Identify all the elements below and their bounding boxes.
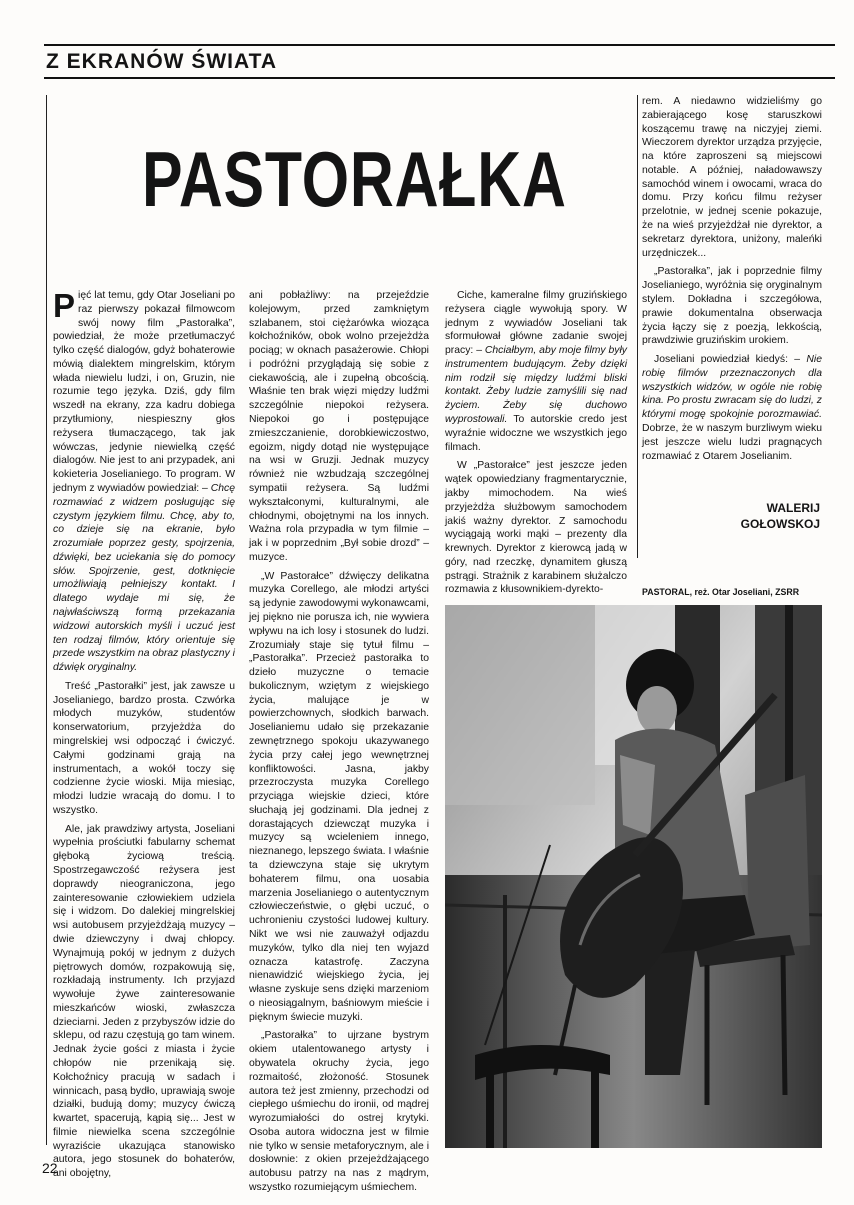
author-signature <box>640 500 820 532</box>
left-column-rule <box>46 95 47 1145</box>
column-2 <box>249 289 429 1200</box>
paragraph: „Pastorałka” to ujrzane bystrym okiem utalentowanego artysty i obywatela okruchy życia, jego rozmaitość, złożoność. Stosunek autora też jest zmienny, przechodzi od ciepłego uśmiechu do ironii, od mądrej wyrozumiałości do ostrej krytyki. Osoba autora widoczna jest w filmie nie tylko w sensie metaforycznym, ale i dosłownie: z okien przejeżdżającego autobusu patrzy na nas z mądrym, wszystko rozumiejącym uśmiechem. <box>249 1030 429 1193</box>
quote: Chcę rozmawiać z widzem posługując się czystym językiem filmu. Chcę, aby to, co dzieje się na ekranie, było zrozumiałe poprzez gesty, spojrzenia, dźwięki, bez uciekania się do pomocy słów. Spojrzenie, gest, dotknięcie umożliwiają pełniejszy kontakt. I dlatego wydaje mi się, że najwłaściwszą formą przekazania widzowi autorskich myśli i uczuć jest ten rodzaj filmów, który orientuje się przede wszystkim na obraz plastyczny i dźwięk oryginalny. <box>53 482 235 674</box>
article-title: PASTORAŁKA <box>142 135 567 223</box>
film-still-photo <box>445 605 822 1148</box>
right-column-rule <box>637 95 638 558</box>
header-rule <box>44 77 835 79</box>
text: Ciche, kameralne filmy gruzińskiego reżysera ciągle wywołują spory. W jednym z wywiadów Joseliani tak sformułował główne zadanie swojej pracy: – <box>445 290 627 357</box>
photo-caption: PASTORAL, reż. Otar Joseliani, ZSRR <box>642 587 800 597</box>
paragraph <box>445 289 627 454</box>
column-3 <box>445 289 627 602</box>
text: Dobrze, że w naszym burzliwym wieku jest jeszcze wielu ludzi pragnących rozmawiać z Otarem Joselianim. <box>642 422 822 462</box>
page-number: 22 <box>42 1160 58 1176</box>
top-rule <box>44 44 835 46</box>
text: To autorskie credo jest wyraźnie widoczne we wszystkich jego filmach. <box>445 414 627 453</box>
paragraph: rem. A niedawno widzieliśmy go zabierającego kosę staruszkowi koszącemu trawę na niczyjej ziemi. Wieczorem dyrektor urządza przyjęcie, na które zaproszeni są miejscowi notable. A później, naładowawszy samochód winem i owocami, wraca do domu. Przy końcu filmu reżyser przelotnie, w jednej scenie pokazuje, że na wieś przyjeżdżał nie dyrektor, a sekretarz dyrektora, uniżony, maleńki urzędniczek... <box>642 96 822 259</box>
column-1 <box>53 289 235 1186</box>
paragraph: „W Pastorałce” dźwięczy delikatna muzyka Corellego, ale młodzi artyści są jedynie zawodowymi wykonawcami, jej piękno nie porusza ich, nie wywiera wpływu na ich losy i stosunek do ludzi. Zrozumiały staje się tytuł filmu – „Pastorałka”. Przecież pastorałka to dzieło muzyczne o temacie bukolicznym, wziętym z wiejskiego życia, malujące je w powierzchownych, słodkich barwach. Joselianiemu udało się przekazanie zewnętrznego spokoju ukazywanego życia przy całej jego wewnętrznej konfliktowości. Jasna, jakby przezroczysta muzyka Corellego przyciąga wiejskie dzieci, które słuchają jej godzinami. Dla jednej z dorastających dziewcząt muzyka i muzycy są wcieleniem innego, nieznanego, lepszego świata. I właśnie ta dziewczyna staje się ukrytym bohaterem filmu, ona uosabia marzenia Joselianiego o autentycznym człowieczeństwie, o głębi uczuć, o uchronieniu czystości ludowej kultury. Nikt we wsi nie zauważył odjazdu muzyków, tylko dla niej ten wyjazd oznacza katastrofę. Zaczyna nienawidzić wiejskiego życia, jej własne zyskuje sens dzięki marzeniom o nieosiągalnym, baśniowym mieście i pięknym świecie muzyki. <box>249 570 429 1023</box>
author-last-name: GOŁOWSKOJ <box>740 517 820 532</box>
paragraph <box>642 353 822 463</box>
column-4 <box>642 95 822 468</box>
paragraph <box>53 289 235 675</box>
author-first-name: WALERIJ <box>766 501 820 515</box>
lead-text: ięć lat temu, gdy Otar Joseliani po raz pierwszy pokazał filmowcom swój nowy film „Pastorałka”, powiedział, że może przetłumaczyć tylko część dialogów, gdyż bohaterowie mówią dialektem mingrelskim, którym włada niewielu ludzi, i on, Gruzin, nie rozumie tego języka. Dziś, gdy film wszedł na ekrany, zza kadru dobiega przytłumiony, niespieszny głos reżysera tłumaczącego, tak jak wówczas, jedynie niewielką część dialogów. Nie jest to ani przypadek, ani kokieteria Joselianiego. To program. W jednym z wywiadów powiedział: – <box>53 290 235 494</box>
drop-cap: P <box>53 287 76 324</box>
section-header: Z EKRANÓW ŚWIATA <box>46 50 278 73</box>
text: Joseliani powiedział kiedyś: – <box>654 354 801 366</box>
paragraph: ani pobłażliwy: na przejeździe kolejowym, przed zamkniętym szlabanem, stoi ciężarówka wioząca kołchoźników, obok wolno przejeżdża pociąg; w oknach pasażerowie. Chłopi i podróżni przyglądają się sobie z ciekawością, ale i zupełną obcością. Właśnie ten brak więzi między ludźmi szczególnie niepokoi reżysera. Niepokoi go i postępujące zmieszczanienie, dorobkiewiczostwo, egoizm, nigdy dotąd nie występujące na wsi w Gruzji. Jednak muzycy również nie wzbudzają szczególnej sympatii reżysera. Są ludźmi wykształconymi, kulturalnymi, ale chłodnymi, obojętnymi na los innych. Ważna rola przypadła w tym filmie – jak i w poprzednim „Był sobie drozd” – muzyce. <box>249 290 429 563</box>
paragraph: Ale, jak prawdziwy artysta, Joseliani wypełnia prościutki fabularny schemat głęboką życiową treścią. Spostrzegawczość reżysera jest doprawdy nieograniczona, jego zainteresowanie człowiekiem udziela się i widzom. Do dalekiej mingrelskiej wsi autobusem przyjeżdżają muzycy – dwie dziewczyny i dwaj chłopcy. Wynajmują pokój w jednym z dużych piętrowych domów, rozpakowują się, rozkładają instrumenty. Ich przyjazd wywołuje żywe zainteresowanie mieszkańców wioski, zwłaszcza dzieciarni. Jeden z przybyszów idzie do sklepu, od razu częstują go tam winem. Jednak życie gości z miasta i życie chłopów nie przenikają się. Kołchoźnicy pracują w sadach i winnicach, pasą bydło, uprawiają swoje działki, budują domy; muzycy ćwiczą kwartet, spacerują, kąpią się... Jest w filmie niewielka scena szczególnie wyraziście ukazująca stanowisko autora, jego stosunek do bohaterów, ani obojętny, <box>53 823 235 1180</box>
paragraph: „Pastorałka”, jak i poprzednie filmy Joselianiego, wyróżnia się oryginalnym stylem. Dokładna i szczegółowa, prawie dokumentalna obserwacja życia łączy się z poezją, lekkością, prawdziwie gruzińskim urokiem. <box>642 266 822 347</box>
quote: Chciałbym, aby moje filmy były instrumentem budującym. Żeby dzięki nim rodził się między ludźmi bliski kontakt. Żeby ludzie zamyślili się nad życiem. Żeby się duchowo wyprostowali. <box>445 345 627 426</box>
paragraph: W „Pastorałce” jest jeszcze jeden wątek opowiedziany fragmentarycznie, jakby mimochodem. Na wieś przyjeżdża służbowym samochodem jakiś ważny dyrektor. Z samochodu wyciągają worki mąki – prezenty dla krewnych. Dyrektor z kierowcą jadą w góry, nad rzeczkę, dynamitem głuszą pstrągi. Strażnik z karabinem służalczo rozmawia z kłusownikiem-dyrekto- <box>445 460 627 596</box>
quote: Nie robię filmów przeznaczonych dla wszystkich widzów, w ogóle nie robię kina. Po prostu zwracam się do ludzi, z którymi mogę spokojnie porozmawiać. <box>642 354 823 421</box>
paragraph: Treść „Pastorałki” jest, jak zawsze u Joselianiego, bardzo prosta. Czwórka młodych muzyków, studentów konserwatorium, przyjeżdża do mingrelskiej wsi odpocząć i ćwiczyć. Całymi godzinami grają na instrumentach, a wokół toczy się codzienne życie wioski. Mija miesiąc, młodzi ludzie wracają do domu. I to wszystko. <box>53 680 235 816</box>
